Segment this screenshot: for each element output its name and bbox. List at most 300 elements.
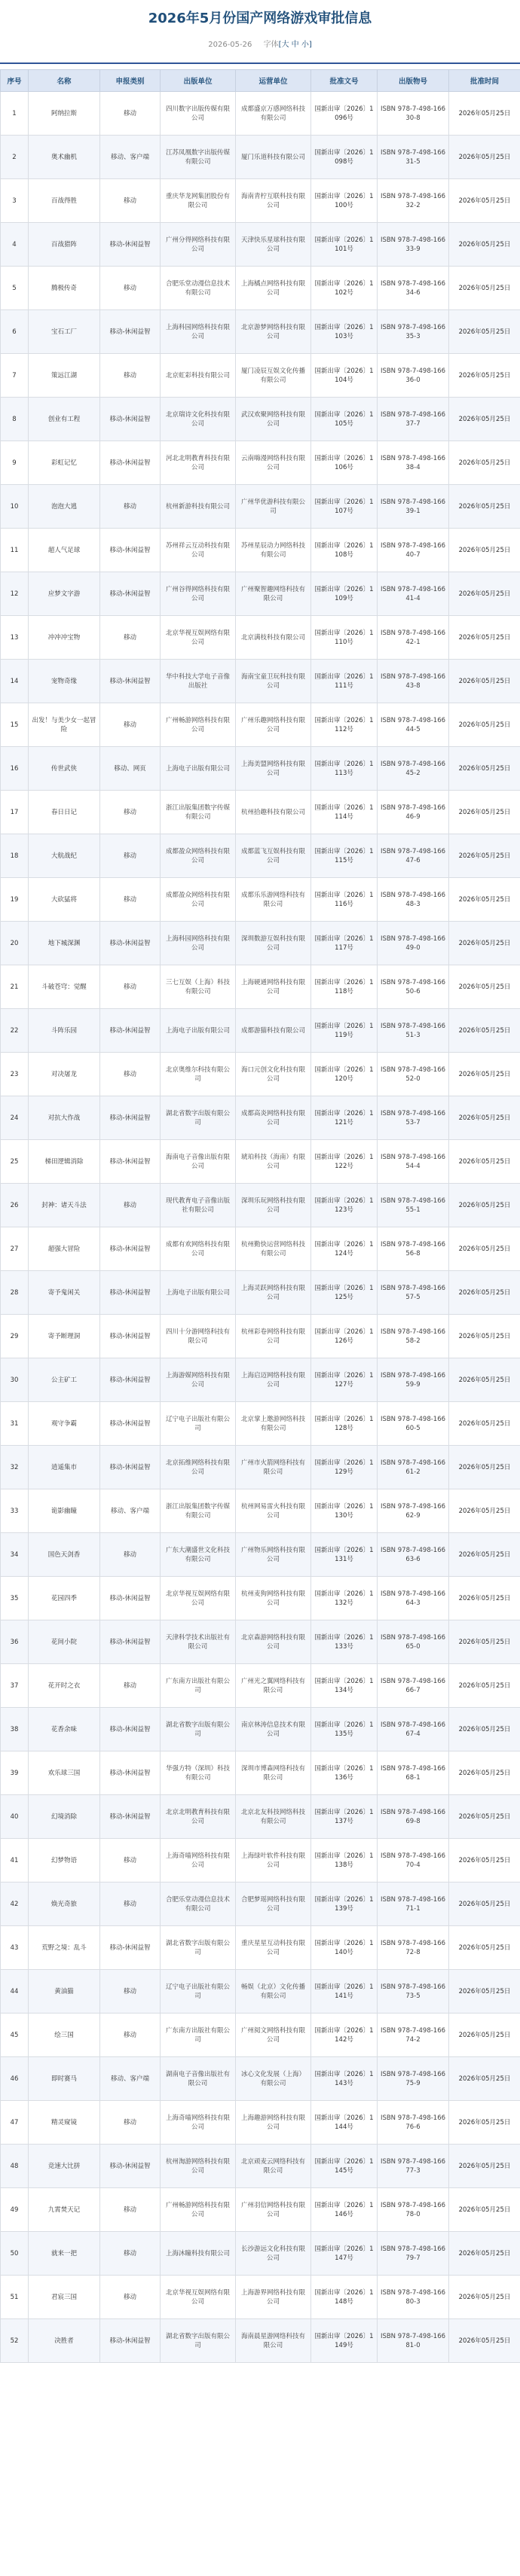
cell-approval-date: 2026年05月25日 <box>449 2319 520 2363</box>
table-row <box>1 136 520 179</box>
cell-name: 出发！与美少女一起冒险 <box>29 703 100 747</box>
cell-approval-no: 国新出审〔2026〕1113号 <box>311 747 378 791</box>
cell-operator: 上海橘点网络科技有限公司 <box>236 267 311 310</box>
cell-isbn: ISBN 978-7-498-16666-7 <box>378 1664 449 1708</box>
cell-isbn: ISBN 978-7-498-16675-9 <box>378 2057 449 2101</box>
cell-name: 国色天剑香 <box>29 1533 100 1577</box>
cell-category: 移动 <box>100 1184 161 1227</box>
cell-approval-no: 国新出审〔2026〕1112号 <box>311 703 378 747</box>
cell-name: 应梦文字游 <box>29 572 100 616</box>
cell-index: 7 <box>1 354 29 398</box>
cell-publisher: 北京华视互娱网络有限公司 <box>161 1577 236 1620</box>
title-divider <box>0 62 520 64</box>
cell-category: 移动 <box>100 2188 161 2232</box>
cell-operator: 广州物乐网络科技有限公司 <box>236 1533 311 1577</box>
cell-category: 移动 <box>100 2232 161 2276</box>
cell-approval-date: 2026年05月25日 <box>449 1882 520 1926</box>
cell-category: 移动-休闲益智 <box>100 1402 161 1446</box>
publish-date: 2026-05-26 <box>208 41 252 49</box>
cell-index: 1 <box>1 92 29 136</box>
cell-publisher: 广东大潮盛世文化科技有限公司 <box>161 1533 236 1577</box>
table-row <box>1 834 520 878</box>
cell-category: 移动、客户端 <box>100 136 161 179</box>
cell-name: 就来一把 <box>29 2232 100 2276</box>
cell-category: 移动 <box>100 965 161 1009</box>
cell-publisher: 杭州新游科技有限公司 <box>161 485 236 529</box>
cell-approval-no: 国新出审〔2026〕1114号 <box>311 791 378 834</box>
cell-category: 移动-休闲益智 <box>100 1751 161 1795</box>
cell-approval-no: 国新出审〔2026〕1144号 <box>311 2101 378 2145</box>
table-row <box>1 1795 520 1839</box>
cell-approval-date: 2026年05月25日 <box>449 310 520 354</box>
cell-approval-date: 2026年05月25日 <box>449 1009 520 1053</box>
cell-name: 精灵窥镜 <box>29 2101 100 2145</box>
cell-index: 35 <box>1 1577 29 1620</box>
cell-category: 移动 <box>100 2276 161 2319</box>
cell-category: 移动-休闲益智 <box>100 1926 161 1970</box>
cell-approval-date: 2026年05月25日 <box>449 2145 520 2188</box>
cell-operator: 成都游猫科技有限公司 <box>236 1009 311 1053</box>
column-header-category: 申报类别 <box>100 70 161 92</box>
cell-isbn: ISBN 978-7-498-16635-3 <box>378 310 449 354</box>
cell-approval-no: 国新出审〔2026〕1130号 <box>311 1489 378 1533</box>
cell-name: 彩虹记忆 <box>29 441 100 485</box>
table-row <box>1 1096 520 1140</box>
cell-publisher: 广州畅游网络科技有限公司 <box>161 703 236 747</box>
cell-isbn: ISBN 978-7-498-16653-7 <box>378 1096 449 1140</box>
cell-approval-date: 2026年05月25日 <box>449 703 520 747</box>
cell-publisher: 湖北省数字出版有限公司 <box>161 1926 236 1970</box>
cell-publisher: 华强方特（深圳）科技有限公司 <box>161 1751 236 1795</box>
table-header-row <box>1 70 520 92</box>
cell-name: 超人气足球 <box>29 529 100 572</box>
cell-category: 移动 <box>100 1839 161 1882</box>
cell-operator: 长沙游远文化科技有限公司 <box>236 2232 311 2276</box>
cell-operator: 北京游梦网络科技有限公司 <box>236 310 311 354</box>
cell-approval-date: 2026年05月25日 <box>449 1271 520 1315</box>
cell-name: 百战猎阵 <box>29 223 100 267</box>
cell-category: 移动-休闲益智 <box>100 1315 161 1358</box>
cell-category: 移动 <box>100 791 161 834</box>
cell-name: 即时赛马 <box>29 2057 100 2101</box>
table-row <box>1 1053 520 1096</box>
cell-category: 移动-休闲益智 <box>100 660 161 703</box>
cell-name: 地下城深渊 <box>29 922 100 965</box>
cell-isbn: ISBN 978-7-498-16633-9 <box>378 223 449 267</box>
cell-publisher: 重庆华龙网集团股份有限公司 <box>161 179 236 223</box>
cell-isbn: ISBN 978-7-498-16639-1 <box>378 485 449 529</box>
cell-operator: 广州阅文网络科技有限公司 <box>236 2014 311 2057</box>
cell-approval-date: 2026年05月25日 <box>449 92 520 136</box>
cell-approval-no: 国新出审〔2026〕1120号 <box>311 1053 378 1096</box>
table-row <box>1 1489 520 1533</box>
cell-publisher: 苏州祥云互动科技有限公司 <box>161 529 236 572</box>
cell-isbn: ISBN 978-7-498-16654-4 <box>378 1140 449 1184</box>
cell-isbn: ISBN 978-7-498-16630-8 <box>378 92 449 136</box>
cell-approval-date: 2026年05月25日 <box>449 1533 520 1577</box>
cell-operator: 杭州拾趣科技有限公司 <box>236 791 311 834</box>
cell-index: 42 <box>1 1882 29 1926</box>
cell-category: 移动-休闲益智 <box>100 2145 161 2188</box>
table-row <box>1 1315 520 1358</box>
cell-approval-date: 2026年05月25日 <box>449 922 520 965</box>
cell-publisher: 湖南电子音像出版社有限公司 <box>161 2057 236 2101</box>
table-row <box>1 2101 520 2145</box>
cell-operator: 武汉欢聚网络科技有限公司 <box>236 398 311 441</box>
cell-name: 逍遥集市 <box>29 1446 100 1489</box>
cell-category: 移动-休闲益智 <box>100 398 161 441</box>
cell-approval-date: 2026年05月25日 <box>449 1140 520 1184</box>
cell-approval-no: 国新出审〔2026〕1108号 <box>311 529 378 572</box>
cell-index: 14 <box>1 660 29 703</box>
column-header-name: 名称 <box>29 70 100 92</box>
cell-index: 19 <box>1 878 29 922</box>
cell-name: 宠物奇缘 <box>29 660 100 703</box>
cell-index: 32 <box>1 1446 29 1489</box>
cell-publisher: 华中科技大学电子音像出版社 <box>161 660 236 703</box>
cell-publisher: 湖北省数字出版有限公司 <box>161 2319 236 2363</box>
cell-index: 5 <box>1 267 29 310</box>
cell-operator: 广州光之翼网络科技有限公司 <box>236 1664 311 1708</box>
cell-isbn: ISBN 978-7-498-16645-2 <box>378 747 449 791</box>
cell-operator: 成都盛京万感网络科技有限公司 <box>236 92 311 136</box>
cell-operator: 合肥梦瑶网络科技有限公司 <box>236 1882 311 1926</box>
table-row <box>1 2276 520 2319</box>
cell-isbn: ISBN 978-7-498-16634-6 <box>378 267 449 310</box>
cell-approval-no: 国新出审〔2026〕1124号 <box>311 1227 378 1271</box>
cell-index: 31 <box>1 1402 29 1446</box>
cell-publisher: 上海科园网络科技有限公司 <box>161 310 236 354</box>
cell-isbn: ISBN 978-7-498-16664-3 <box>378 1577 449 1620</box>
approval-table <box>0 69 520 2363</box>
cell-name: 寄予鬼闲关 <box>29 1271 100 1315</box>
cell-category: 移动 <box>100 834 161 878</box>
cell-name: 君宸三国 <box>29 2276 100 2319</box>
cell-publisher: 北京拓维网络科技有限公司 <box>161 1446 236 1489</box>
cell-approval-date: 2026年05月25日 <box>449 791 520 834</box>
cell-index: 16 <box>1 747 29 791</box>
cell-approval-no: 国新出审〔2026〕1107号 <box>311 485 378 529</box>
cell-approval-no: 国新出审〔2026〕1134号 <box>311 1664 378 1708</box>
cell-index: 9 <box>1 441 29 485</box>
table-row <box>1 223 520 267</box>
cell-operator: 上海趣游网络科技有限公司 <box>236 2101 311 2145</box>
cell-isbn: ISBN 978-7-498-16673-5 <box>378 1970 449 2014</box>
table-row <box>1 1664 520 1708</box>
cell-publisher: 辽宁电子出版社有限公司 <box>161 1970 236 2014</box>
cell-approval-no: 国新出审〔2026〕1109号 <box>311 572 378 616</box>
cell-isbn: ISBN 978-7-498-16637-7 <box>378 398 449 441</box>
cell-operator: 上海美盟网络科技有限公司 <box>236 747 311 791</box>
cell-publisher: 海南电子音像出版有限公司 <box>161 1140 236 1184</box>
table-row <box>1 2014 520 2057</box>
table-row <box>1 1402 520 1446</box>
cell-approval-date: 2026年05月25日 <box>449 2057 520 2101</box>
cell-category: 移动-休闲益智 <box>100 922 161 965</box>
cell-index: 50 <box>1 2232 29 2276</box>
cell-publisher: 上海奇喵网络科技有限公司 <box>161 2101 236 2145</box>
cell-name: 花开时之衣 <box>29 1664 100 1708</box>
cell-name: 创业有工程 <box>29 398 100 441</box>
table-row <box>1 660 520 703</box>
cell-approval-date: 2026年05月25日 <box>449 354 520 398</box>
cell-operator: 畅娱（北京）文化传播有限公司 <box>236 1970 311 2014</box>
cell-isbn: ISBN 978-7-498-16672-8 <box>378 1926 449 1970</box>
cell-index: 8 <box>1 398 29 441</box>
cell-approval-no: 国新出审〔2026〕1143号 <box>311 2057 378 2101</box>
cell-operator: 北京顽麦云网络科技有限公司 <box>236 2145 311 2188</box>
table-row <box>1 1708 520 1751</box>
cell-isbn: ISBN 978-7-498-16631-5 <box>378 136 449 179</box>
cell-isbn: ISBN 978-7-498-16646-9 <box>378 791 449 834</box>
cell-name: 梯田逻辑消除 <box>29 1140 100 1184</box>
cell-isbn: ISBN 978-7-498-16667-4 <box>378 1708 449 1751</box>
cell-approval-no: 国新出审〔2026〕1132号 <box>311 1577 378 1620</box>
cell-index: 4 <box>1 223 29 267</box>
cell-index: 30 <box>1 1358 29 1402</box>
cell-operator: 广州羽信网络科技有限公司 <box>236 2188 311 2232</box>
cell-operator: 杭州彩卷网络科技有限公司 <box>236 1315 311 1358</box>
cell-operator: 杭州网易雷火科技有限公司 <box>236 1489 311 1533</box>
cell-isbn: ISBN 978-7-498-16641-4 <box>378 572 449 616</box>
cell-name: 大砍猛将 <box>29 878 100 922</box>
table-row <box>1 965 520 1009</box>
cell-index: 10 <box>1 485 29 529</box>
cell-operator: 上海启迈网络科技有限公司 <box>236 1358 311 1402</box>
cell-approval-date: 2026年05月25日 <box>449 1358 520 1402</box>
cell-isbn: ISBN 978-7-498-16671-1 <box>378 1882 449 1926</box>
cell-approval-date: 2026年05月25日 <box>449 223 520 267</box>
cell-publisher: 合肥乐堂动漫信息技术有限公司 <box>161 1882 236 1926</box>
cell-approval-no: 国新出审〔2026〕1136号 <box>311 1751 378 1795</box>
table-row <box>1 1620 520 1664</box>
cell-operator: 南京林涛信息技术有限公司 <box>236 1708 311 1751</box>
cell-approval-no: 国新出审〔2026〕1125号 <box>311 1271 378 1315</box>
cell-isbn: ISBN 978-7-498-16677-3 <box>378 2145 449 2188</box>
cell-name: 幻梦物语 <box>29 1839 100 1882</box>
cell-isbn: ISBN 978-7-498-16665-0 <box>378 1620 449 1664</box>
cell-approval-date: 2026年05月25日 <box>449 179 520 223</box>
cell-index: 33 <box>1 1489 29 1533</box>
cell-isbn: ISBN 978-7-498-16655-1 <box>378 1184 449 1227</box>
table-row <box>1 791 520 834</box>
cell-category: 移动 <box>100 1664 161 1708</box>
cell-approval-date: 2026年05月25日 <box>449 1708 520 1751</box>
cell-approval-no: 国新出审〔2026〕1117号 <box>311 922 378 965</box>
cell-category: 移动 <box>100 616 161 660</box>
cell-index: 25 <box>1 1140 29 1184</box>
cell-index: 28 <box>1 1271 29 1315</box>
cell-publisher: 上海沐瞳科技有限公司 <box>161 2232 236 2276</box>
cell-name: 斗阵乐园 <box>29 1009 100 1053</box>
cell-name: 荒野之境：乱斗 <box>29 1926 100 1970</box>
cell-category: 移动-休闲益智 <box>100 572 161 616</box>
cell-category: 移动、网页 <box>100 747 161 791</box>
cell-approval-date: 2026年05月25日 <box>449 136 520 179</box>
cell-index: 49 <box>1 2188 29 2232</box>
cell-category: 移动-休闲益智 <box>100 1009 161 1053</box>
cell-index: 52 <box>1 2319 29 2363</box>
table-row <box>1 2232 520 2276</box>
cell-publisher: 北京虹彩科技有限公司 <box>161 354 236 398</box>
cell-category: 移动 <box>100 1533 161 1577</box>
cell-index: 34 <box>1 1533 29 1577</box>
cell-isbn: ISBN 978-7-498-16678-0 <box>378 2188 449 2232</box>
cell-name: 斗破苍穹：觉醒 <box>29 965 100 1009</box>
cell-category: 移动 <box>100 1882 161 1926</box>
cell-publisher: 上海游媒网络科技有限公司 <box>161 1358 236 1402</box>
cell-isbn: ISBN 978-7-498-16668-1 <box>378 1751 449 1795</box>
table-header <box>1 70 520 92</box>
cell-approval-date: 2026年05月25日 <box>449 267 520 310</box>
cell-category: 移动 <box>100 267 161 310</box>
cell-category: 移动 <box>100 878 161 922</box>
cell-publisher: 上海电子出版有限公司 <box>161 1009 236 1053</box>
cell-approval-no: 国新出审〔2026〕1111号 <box>311 660 378 703</box>
cell-index: 46 <box>1 2057 29 2101</box>
cell-isbn: ISBN 978-7-498-16681-0 <box>378 2319 449 2363</box>
cell-approval-date: 2026年05月25日 <box>449 529 520 572</box>
cell-publisher: 北京华视互娱网络有限公司 <box>161 2276 236 2319</box>
table-row <box>1 310 520 354</box>
cell-approval-date: 2026年05月25日 <box>449 485 520 529</box>
cell-isbn: ISBN 978-7-498-16652-0 <box>378 1053 449 1096</box>
cell-isbn: ISBN 978-7-498-16642-1 <box>378 616 449 660</box>
cell-name: 竞速大比拼 <box>29 2145 100 2188</box>
cell-name: 传世武侠 <box>29 747 100 791</box>
cell-index: 17 <box>1 791 29 834</box>
cell-approval-date: 2026年05月25日 <box>449 2188 520 2232</box>
cell-operator: 上海游界网络科技有限公司 <box>236 2276 311 2319</box>
table-row <box>1 1533 520 1577</box>
cell-isbn: ISBN 978-7-498-16659-9 <box>378 1358 449 1402</box>
cell-publisher: 江苏凤凰数字出版传媒有限公司 <box>161 136 236 179</box>
cell-isbn: ISBN 978-7-498-16657-5 <box>378 1271 449 1315</box>
cell-approval-date: 2026年05月25日 <box>449 572 520 616</box>
cell-approval-date: 2026年05月25日 <box>449 1315 520 1358</box>
cell-approval-no: 国新出审〔2026〕1122号 <box>311 1140 378 1184</box>
cell-publisher: 北京华视互娱网络有限公司 <box>161 616 236 660</box>
cell-category: 移动-休闲益智 <box>100 1140 161 1184</box>
cell-approval-date: 2026年05月25日 <box>449 1096 520 1140</box>
cell-index: 20 <box>1 922 29 965</box>
table-row <box>1 1358 520 1402</box>
cell-category: 移动 <box>100 92 161 136</box>
cell-operator: 北京满枝科技有限公司 <box>236 616 311 660</box>
cell-operator: 深圳乐玩网络科技有限公司 <box>236 1184 311 1227</box>
cell-index: 21 <box>1 965 29 1009</box>
cell-publisher: 湖北省数字出版有限公司 <box>161 1096 236 1140</box>
table-row <box>1 1882 520 1926</box>
cell-index: 51 <box>1 2276 29 2319</box>
cell-name: 春日日记 <box>29 791 100 834</box>
cell-name: 百战得胜 <box>29 179 100 223</box>
cell-isbn: ISBN 978-7-498-16658-2 <box>378 1315 449 1358</box>
cell-approval-no: 国新出审〔2026〕1139号 <box>311 1882 378 1926</box>
cell-approval-date: 2026年05月25日 <box>449 1053 520 1096</box>
cell-isbn: ISBN 978-7-498-16643-8 <box>378 660 449 703</box>
cell-isbn: ISBN 978-7-498-16638-4 <box>378 441 449 485</box>
cell-publisher: 三七互娱（上海）科技有限公司 <box>161 965 236 1009</box>
cell-approval-date: 2026年05月25日 <box>449 616 520 660</box>
font-size-label: 字体 <box>263 41 279 49</box>
cell-name: 诡影幽瞳 <box>29 1489 100 1533</box>
cell-approval-date: 2026年05月25日 <box>449 660 520 703</box>
cell-approval-date: 2026年05月25日 <box>449 2014 520 2057</box>
cell-name: 公主矿工 <box>29 1358 100 1402</box>
cell-category: 移动-休闲益智 <box>100 1577 161 1620</box>
table-row <box>1 2057 520 2101</box>
cell-name: 对决屠龙 <box>29 1053 100 1096</box>
cell-category: 移动-休闲益智 <box>100 1620 161 1664</box>
cell-approval-no: 国新出审〔2026〕1129号 <box>311 1446 378 1489</box>
cell-approval-no: 国新出审〔2026〕1140号 <box>311 1926 378 1970</box>
cell-approval-no: 国新出审〔2026〕1096号 <box>311 92 378 136</box>
cell-isbn: ISBN 978-7-498-16651-3 <box>378 1009 449 1053</box>
cell-name: 泡泡大逃 <box>29 485 100 529</box>
table-row <box>1 1140 520 1184</box>
cell-approval-no: 国新出审〔2026〕1115号 <box>311 834 378 878</box>
cell-approval-date: 2026年05月25日 <box>449 1402 520 1446</box>
cell-name: 观守争霸 <box>29 1402 100 1446</box>
cell-operator: 厦门凌辰互娱文化传播有限公司 <box>236 354 311 398</box>
cell-approval-date: 2026年05月25日 <box>449 1577 520 1620</box>
cell-operator: 杭州麦狗网络科技有限公司 <box>236 1577 311 1620</box>
cell-approval-date: 2026年05月25日 <box>449 878 520 922</box>
cell-approval-no: 国新出审〔2026〕1110号 <box>311 616 378 660</box>
table-row <box>1 2319 520 2363</box>
cell-index: 41 <box>1 1839 29 1882</box>
cell-operator: 海南晨星游网络科技有限公司 <box>236 2319 311 2363</box>
cell-name: 焕光奇旅 <box>29 1882 100 1926</box>
cell-isbn: ISBN 978-7-498-16674-2 <box>378 2014 449 2057</box>
cell-approval-date: 2026年05月25日 <box>449 1795 520 1839</box>
cell-index: 36 <box>1 1620 29 1664</box>
cell-approval-no: 国新出审〔2026〕1147号 <box>311 2232 378 2276</box>
cell-approval-date: 2026年05月25日 <box>449 1839 520 1882</box>
cell-category: 移动 <box>100 703 161 747</box>
cell-approval-no: 国新出审〔2026〕1098号 <box>311 136 378 179</box>
cell-index: 2 <box>1 136 29 179</box>
table-row <box>1 1577 520 1620</box>
table-row <box>1 616 520 660</box>
cell-isbn: ISBN 978-7-498-16632-2 <box>378 179 449 223</box>
cell-name: 九霄焚天记 <box>29 2188 100 2232</box>
cell-name: 冲冲冲宝物 <box>29 616 100 660</box>
cell-operator: 琥珀科技（海南）有限公司 <box>236 1140 311 1184</box>
cell-publisher: 广州谷得网络科技有限公司 <box>161 572 236 616</box>
cell-name: 花香余味 <box>29 1708 100 1751</box>
cell-publisher: 上海科园网络科技有限公司 <box>161 922 236 965</box>
font-size-options[interactable]: [大 中 小] <box>278 41 312 49</box>
cell-category: 移动-休闲益智 <box>100 1795 161 1839</box>
cell-publisher: 天津科学技术出版社有限公司 <box>161 1620 236 1664</box>
cell-index: 24 <box>1 1096 29 1140</box>
table-row <box>1 2145 520 2188</box>
cell-approval-date: 2026年05月25日 <box>449 747 520 791</box>
cell-approval-no: 国新出审〔2026〕1131号 <box>311 1533 378 1577</box>
cell-isbn: ISBN 978-7-498-16649-0 <box>378 922 449 965</box>
cell-approval-date: 2026年05月25日 <box>449 1970 520 2014</box>
article-meta <box>0 38 520 49</box>
table-row <box>1 2188 520 2232</box>
cell-operator: 上海绿叶软件科技有限公司 <box>236 1839 311 1882</box>
cell-category: 移动-休闲益智 <box>100 1708 161 1751</box>
cell-operator: 云南嗨漫网络科技有限公司 <box>236 441 311 485</box>
table-row <box>1 747 520 791</box>
cell-category: 移动-休闲益智 <box>100 1358 161 1402</box>
cell-index: 48 <box>1 2145 29 2188</box>
